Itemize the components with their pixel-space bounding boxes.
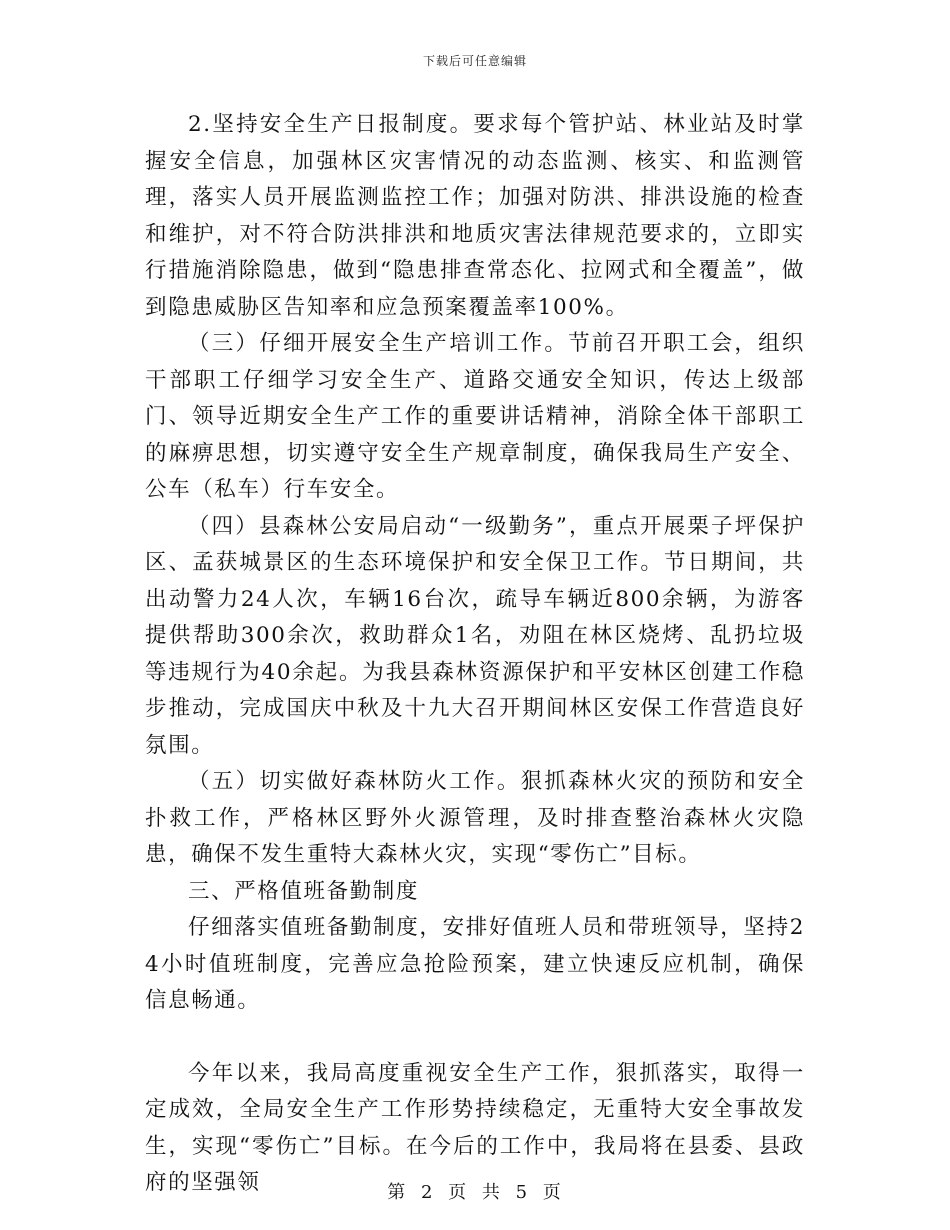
paragraph-training: （三）仔细开展安全生产培训工作。节前召开职工会，组织干部职工仔细学习安全生产、道路交通安全知识，传达上级部门、领导近期安全生产工作的重要讲话精神，消除全体干部职工的麻痹思想，切实遵守安全生产规章制度，确保我局生产安全、公车（私车）行车安全。 [145, 331, 805, 502]
document-body [145, 107, 805, 1202]
paragraph-daily-report: 2.坚持安全生产日报制度。要求每个管护站、林业站及时掌握安全信息，加强林区灾害情况的动态监测、核实、和监测管理，落实人员开展监测监控工作；加强对防洪、排洪设施的检查和维护，对不符合防洪排洪和地质灾害法律规范要求的，立即实行措施消除隐患，做到“隐患排查常态化、拉网式和全覆盖”，做到隐患威胁区告知率和应急预案覆盖率100%。 [145, 112, 805, 320]
paragraph-forest-police: （四）县森林公安局启动“一级勤务”，重点开展栗子坪保护区、孟获城景区的生态环境保护和安全保卫工作。节日期间，共出动警力24人次，车辆16台次，疏导车辆近800余辆，为游客提供帮助300余次，救助群众1名，劝阻在林区烧烤、乱扔垃圾等违规行为40余起。为我县森林资源保护和平安林区创建工作稳步推动，完成国庆中秋及十九大召开期间林区安保工作营造良好氛围。 [145, 513, 805, 758]
header-note: 下载后可任意编辑 [422, 54, 527, 68]
section-heading-duty: 三、严格值班备勤制度 [188, 878, 420, 904]
paragraph-duty-system: 仔细落实值班备勤制度，安排好值班人员和带班领导，坚持24小时值班制度，完善应急抢险预案，建立快速反应机制，确保信息畅通。 [145, 915, 805, 1013]
page-number: 第 2 页 共 5 页 [387, 1182, 563, 1203]
paragraph-fire-prevention: （五）切实做好森林防火工作。狠抓森林火灾的预防和安全扑救工作，严格林区野外火源管理，及时排查整治森林火灾隐患，确保不发生重特大森林火灾，实现“零伤亡”目标。 [145, 769, 805, 867]
paragraph-summary: 今年以来，我局高度重视安全生产工作，狠抓落实，取得一定成效，全局安全生产工作形势持续稳定，无重特大安全事故发生，实现“零伤亡”目标。在今后的工作中，我局将在县委、县政府的坚强领 [145, 1060, 805, 1195]
